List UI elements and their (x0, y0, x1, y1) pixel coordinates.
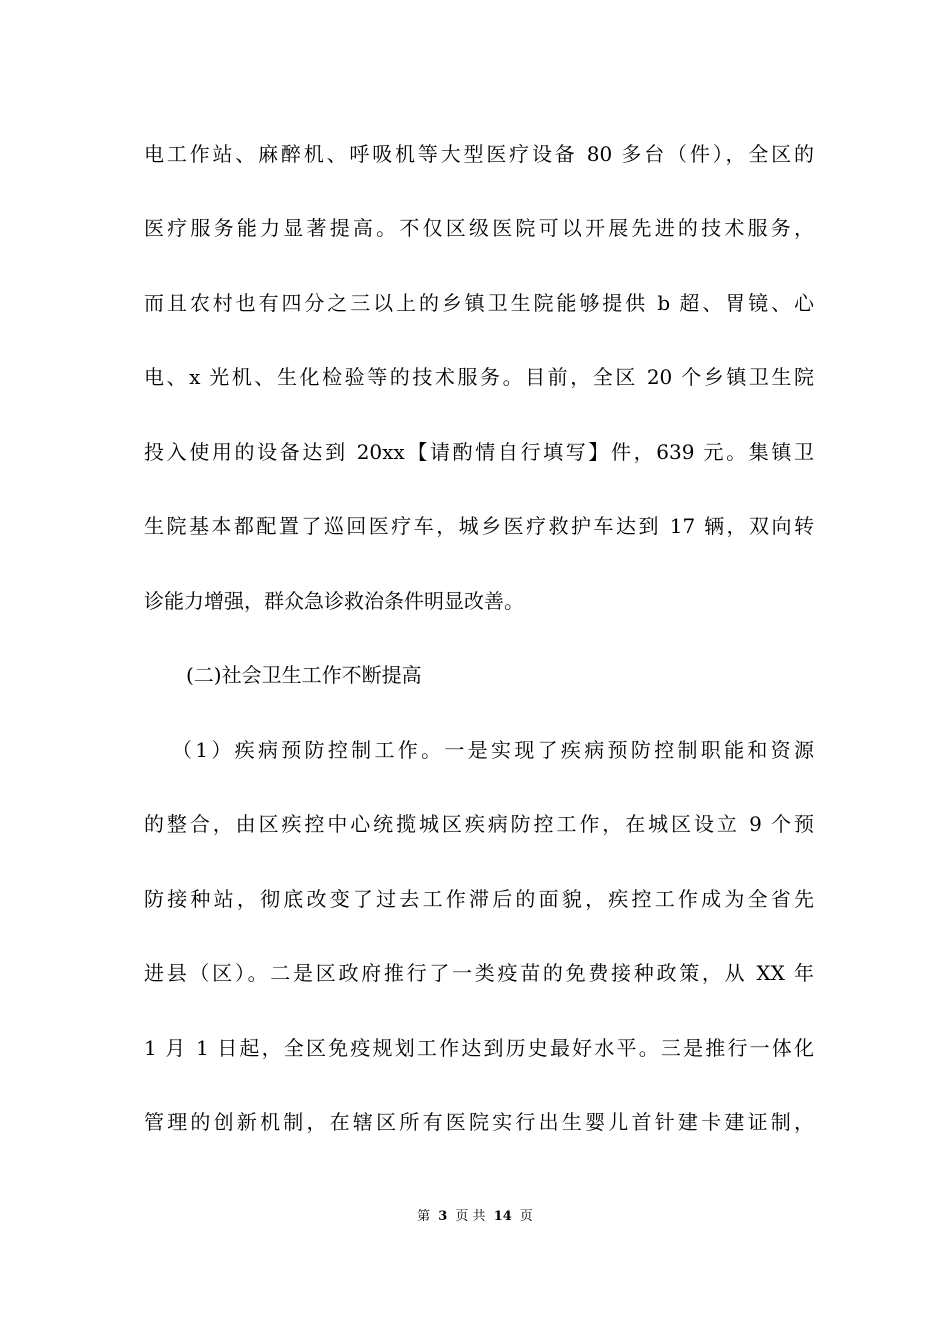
body-line-2: 医疗服务能力显著提高。不仅区级医院可以开展先进的技术服务， (144, 216, 814, 240)
body-line-9: （1）疾病预防控制工作。一是实现了疾病预防控制职能和资源 (172, 738, 814, 762)
body-line-3: 而且农村也有四分之三以上的乡镇卫生院能够提供 b 超、胃镜、心 (144, 291, 814, 315)
footer-suffix: 页 (519, 1209, 533, 1224)
body-line-1: 电工作站、麻醉机、呼吸机等大型医疗设备 80 多台（件），全区的 (144, 142, 814, 166)
body-line-5: 投入使用的设备达到 20xx【请酌情自行填写】件，639 元。集镇卫 (144, 440, 814, 464)
body-line-14: 管理的创新机制，在辖区所有医院实行出生婴儿首针建卡建证制， (144, 1110, 814, 1134)
footer-current-page: 3 (438, 1209, 448, 1224)
body-line-11: 防接种站，彻底改变了过去工作滞后的面貌，疾控工作成为全省先 (144, 887, 814, 911)
footer-mid: 页 共 (455, 1209, 486, 1224)
footer-prefix: 第 (417, 1209, 431, 1224)
body-line-6: 生院基本都配置了巡回医疗车，城乡医疗救护车达到 17 辆，双向转 (144, 514, 814, 538)
body-line-12: 进县（区）。二是区政府推行了一类疫苗的免费接种政策，从 XX 年 (144, 961, 814, 985)
section-heading: (二)社会卫生工作不断提高 (186, 663, 422, 687)
page-footer (0, 1208, 950, 1226)
body-line-4: 电、x 光机、生化检验等的技术服务。目前，全区 20 个乡镇卫生院 (144, 365, 814, 389)
footer-total-pages: 14 (493, 1209, 512, 1224)
body-line-13: 1 月 1 日起，全区免疫规划工作达到历史最好水平。三是推行一体化 (144, 1036, 814, 1060)
body-line-7: 诊能力增强，群众急诊救治条件明显改善。 (144, 589, 524, 613)
body-line-10: 的整合，由区疾控中心统揽城区疾病防控工作，在城区设立 9 个预 (144, 812, 814, 836)
